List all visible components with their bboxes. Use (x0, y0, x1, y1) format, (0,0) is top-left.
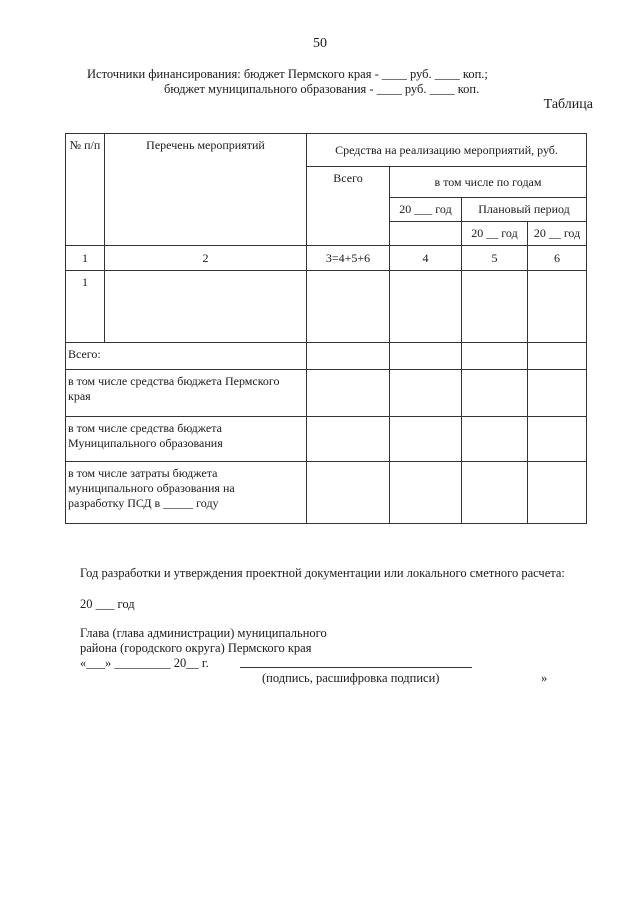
col-number: 1 (66, 246, 105, 271)
header-number: № п/п (66, 134, 105, 246)
signature-caption: (подпись, расшифровка подписи) (262, 671, 440, 685)
header-year: 20 ___ год (390, 198, 462, 222)
page-number: 50 (313, 36, 327, 51)
measures-table (65, 133, 587, 524)
data-cell (462, 271, 528, 343)
closing-quote: » (541, 671, 548, 685)
header-empty-cell (390, 222, 462, 246)
data-cell (390, 343, 462, 370)
data-cell (528, 343, 587, 370)
summary-municipal-budget-label: в том числе средства бюджета Муниципального образования (66, 417, 307, 462)
col-number: 4 (390, 246, 462, 271)
header-total: Всего (307, 167, 390, 246)
col-number: 5 (462, 246, 528, 271)
data-cell (307, 271, 390, 343)
data-cell (528, 417, 587, 462)
header-plan-period: Плановый период (462, 198, 587, 222)
data-row-number: 1 (66, 271, 105, 343)
data-cell (462, 417, 528, 462)
data-cell (462, 370, 528, 417)
data-cell (390, 370, 462, 417)
head-title-line-2: района (городского округа) Пермского края (80, 641, 312, 655)
doc-year-value: 20 ___ год (80, 597, 135, 611)
data-cell (390, 271, 462, 343)
data-cell (528, 462, 587, 524)
signature-line (240, 667, 472, 668)
doc-year-question: Год разработки и утверждения проектной документации или локального сметного расчета: (80, 566, 565, 580)
funding-line-1: Источники финансирования: бюджет Пермского края - ____ руб. ____ коп.; (87, 67, 488, 81)
date-line: «___» _________ 20__ г. (80, 656, 209, 670)
header-plan-year-2: 20 __ год (528, 222, 587, 246)
header-plan-year-1: 20 __ год (462, 222, 528, 246)
header-by-years: в том числе по годам (390, 167, 587, 198)
col-number: 3=4+5+6 (307, 246, 390, 271)
head-title-line-1: Глава (глава администрации) муниципального (80, 626, 327, 640)
summary-psd-costs-label: в том числе затраты бюджета муниципального образования на разработку ПСД в _____ году (66, 462, 307, 524)
summary-total-label: Всего: (66, 343, 307, 370)
data-cell (528, 370, 587, 417)
header-funds: Средства на реализацию мероприятий, руб. (307, 134, 587, 167)
data-cell (105, 271, 307, 343)
data-cell (462, 462, 528, 524)
data-cell (307, 462, 390, 524)
col-number: 2 (105, 246, 307, 271)
header-measures-list: Перечень мероприятий (105, 134, 307, 246)
data-cell (390, 462, 462, 524)
funding-line-2: бюджет муниципального образования - ____ руб. ____ коп. (164, 82, 480, 96)
summary-regional-budget-label: в том числе средства бюджета Пермского края (66, 370, 307, 417)
col-number: 6 (528, 246, 587, 271)
table-caption: Таблица (543, 97, 593, 112)
data-cell (528, 271, 587, 343)
data-cell (462, 343, 528, 370)
data-cell (307, 343, 390, 370)
data-cell (307, 417, 390, 462)
data-cell (390, 417, 462, 462)
data-cell (307, 370, 390, 417)
